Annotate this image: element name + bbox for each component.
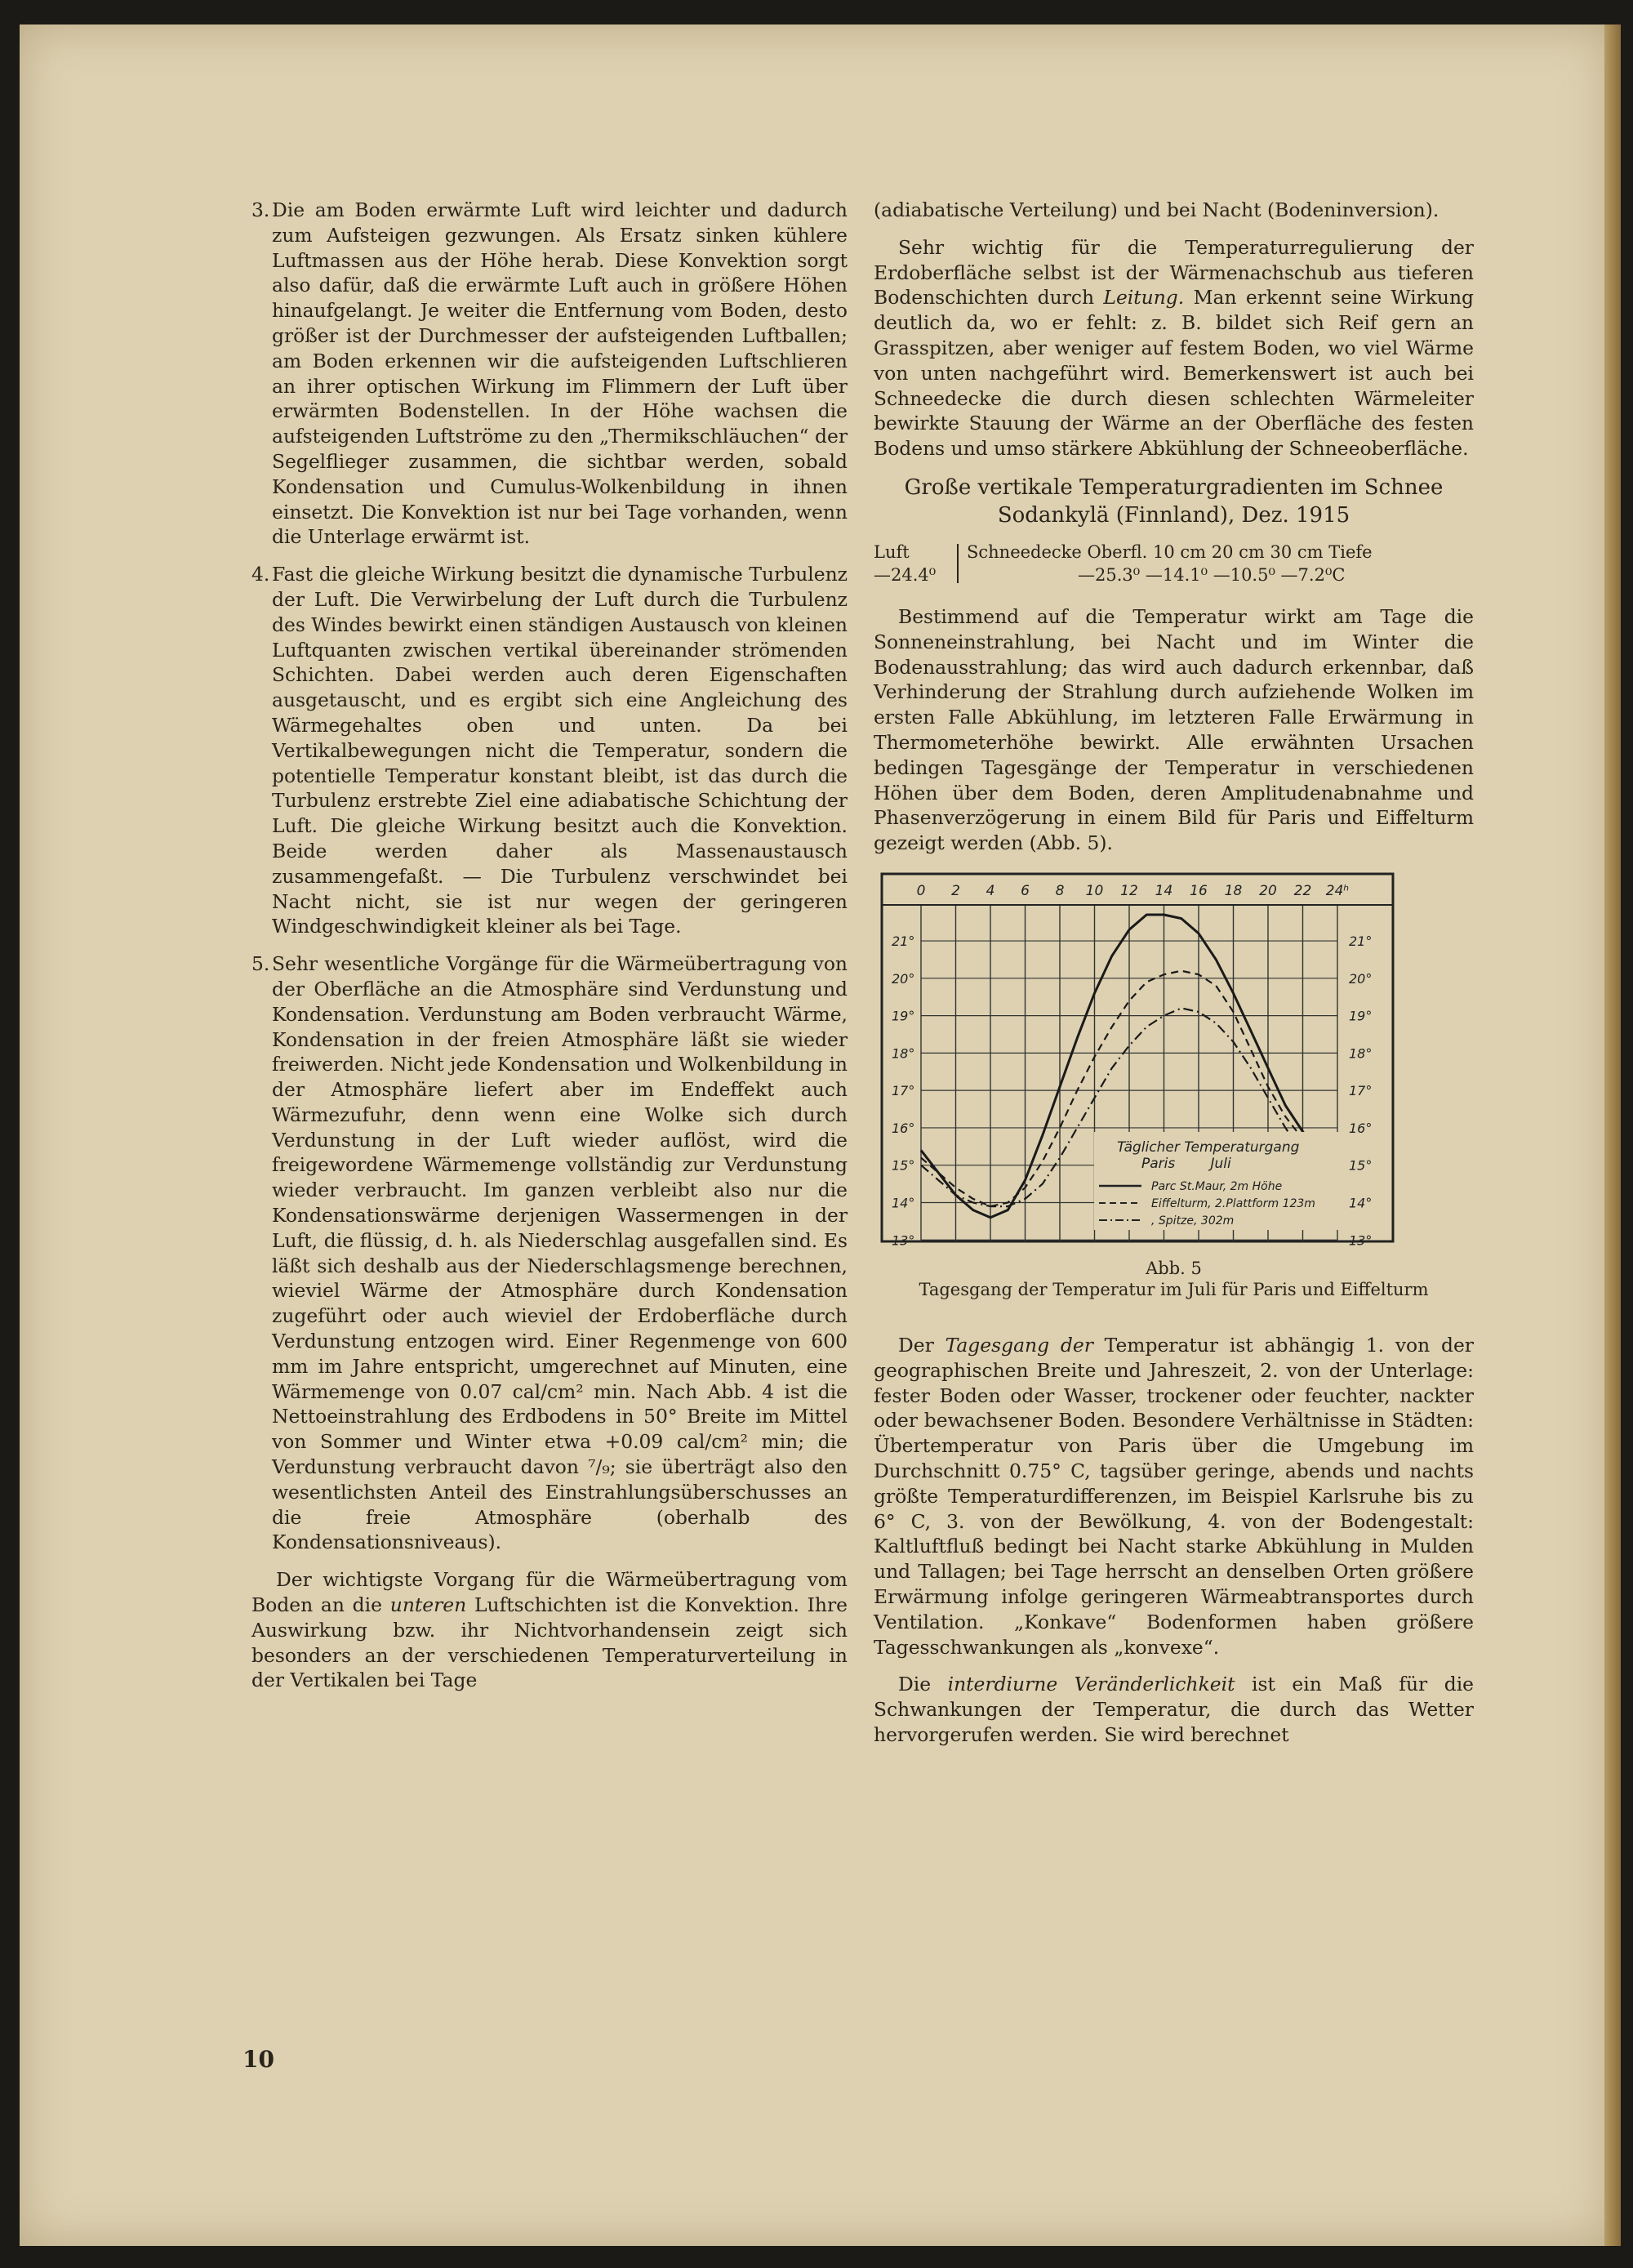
- text: Die: [898, 1673, 932, 1696]
- text: Temperatur ist abhängig 1. von der geographischen Breite und Jahreszeit, 2. von der Unterlage: fester Boden oder Wasser, trockener oder feuchter, nackter oder bewachsener Boden. Besondere Verhältnisse in Städten: Übertemperatur von Paris über die Umgebung im Durchschnitt 0.75° C, tagsüber geringe, abends und nachts größte Temperaturdifferenzen, im Beispiel Karlsruhe bis zu 6° C, 3. von der Bewölkung, 4. von der Bodengestalt: Kaltluftfluß bedingt bei Nacht starke Abkühlung in Mulden und Tallagen; bei Tage herrscht an denselben Orten größere Erwärmung infolge geringeren Wärmeabtransportes durch Ventilation. „Konkave“ Bodenformen haben größere Tagesschwankungen als „konvexe“.: [874, 1333, 1474, 1659]
- emphasis: Leitung.: [1103, 286, 1185, 310]
- book-page: [20, 25, 1617, 2246]
- legend-subtitle: Paris Juli: [1141, 1155, 1231, 1172]
- paragraph: Bestimmend auf die Temperatur wirkt am Tage die Sonneneinstrahlung, bei Nacht und im Winter die Bodenausstrahlung; das wird auch dadurch erkennbar, daß Verhinderung der Strahlung durch aufziehende Wolken im ersten Falle Abkühlung, im letzteren Falle Erwärmung in Thermometerhöhe bewirkt. Alle erwähnten Ursachen bedingen Tagesgänge der Temperatur in verschiedenen Höhen über dem Boden, deren Amplitudenabnahme und Phasenverzögerung in einem Bild für Paris und Eiffelturm gezeigt werden (Abb. 5).: [874, 604, 1474, 855]
- table-header-depths: Schneedecke Oberfl. 10 cm 20 cm 30 cm Tiefe: [967, 541, 1373, 562]
- x-tick-label: 4: [986, 882, 995, 899]
- y-tick-label-right: 14°: [1349, 1195, 1373, 1211]
- emphasis: interdiurne Veränderlichkeit: [947, 1673, 1235, 1696]
- paragraph: [874, 1672, 1474, 1747]
- legend-title: Täglicher Temperaturgang: [1117, 1138, 1300, 1156]
- paragraph: (adiabatische Verteilung) und bei Nacht (Bodeninversion).: [874, 198, 1439, 221]
- y-tick-label-right: 15°: [1349, 1157, 1373, 1174]
- table-divider: [957, 544, 959, 583]
- y-tick-label-right: 21°: [1349, 933, 1373, 949]
- list-item-4: [251, 562, 848, 939]
- text: Luftschichten ist die Konvektion. Ihre Auswirkung bzw. ihr Nichtvorhandensein zeigt sich besonders an der verschiedenen Temperaturverteilung in der Vertikalen bei Tage: [251, 1593, 848, 1692]
- y-tick-label-right: 18°: [1349, 1045, 1373, 1062]
- text: Sehr wichtig für die Temperaturregulierung der Erdoberfläche selbst ist der Wärmenachschub aus tieferen Bodenschichten durch: [874, 235, 1474, 310]
- list-text: Sehr wesentliche Vorgänge für die Wärmeübertragung von der Oberfläche an die Atmosphäre sind Verdunstung und Kondensation. Verdunstung am Boden verbraucht Wärme, Kondensation in der freien Atmosphäre läßt sie wieder freiwerden. Nicht jede Kondensation und Wolkenbildung in der Atmosphäre liefert aber im Endeffekt auch Wärmezufuhr, denn wenn eine Wolke sich durch Verdunstung in der Luft wieder auflöst, wird die freigewordene Wärmemenge vollständig zur Verdunstung wieder verbraucht. Im ganzen verbleibt also nur die Kondensationswärme derjenigen Wassermengen in der Luft, die flüssig, d. h. als Niederschlag ausgefallen sind. Es läßt sich deshalb aus der Niederschlagsmenge berechnen, wieviel Wärme der Atmosphäre durch Kondensation zugeführt oder auch wieviel der Erdoberfläche durch Verdunstung entzogen wird. Einer Regenmenge von 600 mm im Jahre entspricht, umgerechnet auf Minuten, eine Wärmemenge von 0.07 cal/cm² min. Nach Abb. 4 ist die Nettoeinstrahlung des Erdbodens in 50° Breite im Mittel von Sommer und Winter etwa +0.09 cal/cm² min; die Verdunstung verbraucht davon ⁷/₉; sie überträgt also den wesentlichsten Anteil des Einstrahlungsüberschusses an die freie Atmosphäre (oberhalb des Kondensationsniveaus).: [272, 952, 848, 1554]
- list-item-3: [251, 198, 848, 550]
- page-edge: [1604, 25, 1621, 2246]
- figure-caption: Tagesgang der Temperatur im Juli für Paris und Eiffelturm: [919, 1279, 1429, 1299]
- y-tick-label-left: 19°: [892, 1008, 915, 1024]
- table-cell-luft: —24.4⁰: [874, 564, 937, 585]
- y-tick-label-right: 13°: [1349, 1232, 1373, 1248]
- list-number: 4.: [251, 563, 270, 586]
- list-number: 5.: [251, 952, 270, 976]
- y-tick-label-right: 17°: [1349, 1083, 1373, 1099]
- text: Der: [898, 1333, 934, 1357]
- x-tick-label: 6: [1021, 882, 1030, 899]
- list-text: Fast die gleiche Wirkung besitzt die dynamische Turbulenz der Luft. Die Verwirbelung der Luft durch die Turbulenz des Windes bewirkt einen ständigen Austausch von kleinen Luftquanten zwischen vertikal übereinander strömenden Schichten. Dabei werden auch deren Eigenschaften ausgetauscht, und es ergibt sich eine Angleichung des Wärmegehaltes oben und unten. Da bei Vertikalbewegungen nicht die Temperatur, sondern die potentielle Temperatur konstant bleibt, ist das durch die Turbulenz erstrebte Ziel eine adiabatische Schichtung der Luft. Die gleiche Wirkung besitzt auch die Konvektion. Beide werden daher als Massenaustausch zusammengefaßt. — Die Turbulenz verschwindet bei Nacht nicht, sie ist nur wegen der geringeren Windgeschwindigkeit kleiner als bei Tage.: [272, 563, 848, 938]
- paragraph: [251, 1567, 848, 1693]
- x-tick-label: 20: [1259, 882, 1277, 899]
- text: Der wichtigste Vorgang für die Wärmeübertragung vom Boden an die: [251, 1568, 848, 1617]
- legend-entry-3: , Spitze, 302m: [1151, 1214, 1235, 1228]
- y-tick-label-right: 20°: [1349, 970, 1373, 987]
- y-tick-label-right: 16°: [1349, 1120, 1373, 1136]
- page-number: 10: [243, 2046, 274, 2073]
- y-tick-label-left: 16°: [892, 1120, 915, 1136]
- y-tick-label-left: 18°: [892, 1045, 915, 1062]
- list-text: Die am Boden erwärmte Luft wird leichter und dadurch zum Aufsteigen gezwungen. Als Ersatz sinken kühlere Luftmassen aus der Höhe herab. Diese Konvektion sorgt also dafür, daß die erwärmte Luft auch in größere Höhen hinaufgelangt. Je weiter die Entfernung vom Boden, desto größer ist der Durchmesser der aufsteigenden Luftballen; am Boden erkennen wir die aufsteigenden Luftschlieren an ihrer optischen Wirkung im Flimmern der Luft über erwärmten Bodenstellen. In der Höhe wachsen die aufsteigenden Luftströme zu den „Thermikschläuchen“ der Segelflieger zusammen, die sichtbar werden, sobald Kondensation und Cumulus-Wolkenbildung in ihnen einsetzt. Die Konvektion ist nur bei Tage vorhanden, wenn die Unterlage erwärmt ist.: [272, 198, 848, 549]
- x-tick-label: 2: [951, 882, 960, 899]
- legend-entry-1: Parc St.Maur, 2m Höhe: [1151, 1179, 1283, 1193]
- y-tick-label-left: 15°: [892, 1157, 915, 1174]
- table-cell-values: —25.3⁰ —14.1⁰ —10.5⁰ —7.2⁰C: [1078, 564, 1346, 585]
- x-tick-label: 22: [1293, 882, 1312, 899]
- x-tick-label: 10: [1085, 882, 1104, 899]
- right-column: [874, 198, 1474, 1760]
- table-title: Große vertikale Temperaturgradienten im Schnee: [904, 475, 1444, 500]
- legend-entry-2: Eiffelturm, 2.Plattform 123m: [1151, 1196, 1315, 1210]
- y-tick-label-left: 21°: [892, 933, 915, 949]
- y-tick-label-left: 14°: [892, 1195, 915, 1211]
- table-header-luft: Luft: [874, 541, 910, 562]
- text: ist ein Maß für die Schwankungen der Temperatur, die durch das Wetter hervorgerufen werden. Sie wird berechnet: [874, 1673, 1475, 1746]
- left-column: [251, 198, 848, 1705]
- text: Man erkennt seine Wirkung deutlich da, wo er fehlt: z. B. bildet sich Reif gern an Grasspitzen, aber weniger auf festem Boden, wo viel Wärme von unten nachgeführt wird. Bemerkenswert ist auch bei Schneedecke die durch diesen schlechten Wärmeleiter bewirkte Stauung der Wärme an der Oberfläche des festen Bodens und umso stärkere Abkühlung der Schneeoberfläche.: [874, 286, 1475, 461]
- x-tick-label: 14: [1155, 882, 1173, 899]
- emphasis: unteren: [389, 1593, 467, 1617]
- temperature-chart: [880, 872, 1395, 1248]
- emphasis: Tagesgang der: [945, 1333, 1093, 1357]
- y-tick-label-left: 20°: [892, 970, 915, 987]
- paragraph: [874, 1333, 1474, 1660]
- list-item-5: [251, 951, 848, 1555]
- figure-label: Abb. 5: [1146, 1258, 1202, 1278]
- chart-legend: [1094, 1132, 1342, 1230]
- x-tick-label: 18: [1224, 882, 1243, 899]
- x-tick-label: 12: [1120, 882, 1138, 899]
- table-subtitle: Sodankylä (Finnland), Dez. 1915: [997, 502, 1350, 528]
- paragraph: [874, 235, 1474, 461]
- x-tick-label: 8: [1055, 882, 1065, 899]
- x-tick-label: 0: [916, 882, 926, 899]
- x-tick-label: 24ʰ: [1325, 882, 1350, 899]
- x-tick-label: 16: [1190, 882, 1208, 899]
- y-tick-label-right: 19°: [1349, 1008, 1373, 1024]
- gradient-table: [874, 542, 1474, 593]
- y-tick-label-left: 13°: [892, 1232, 915, 1248]
- list-number: 3.: [251, 198, 270, 221]
- y-tick-label-left: 17°: [892, 1083, 915, 1099]
